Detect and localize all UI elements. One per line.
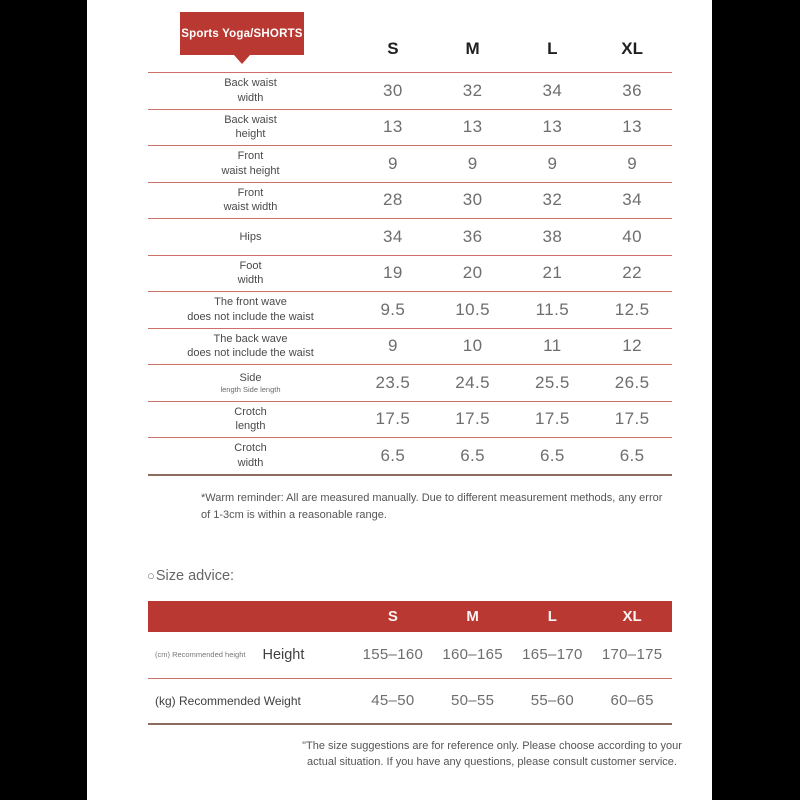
cell-value: 9 [387,153,398,173]
cell-value: 60–65 [610,692,654,710]
cell-value: 30 [462,190,483,210]
row-label: The front wave does not include the waist [187,296,314,323]
advice-column-l: L [547,607,557,625]
cell-value: 155–160 [362,646,424,664]
cell-value: 30 [383,80,403,100]
row-label: Front waist width [223,186,278,214]
cell-value: 34 [622,190,642,210]
cell-value: 6.5 [380,445,406,465]
cell-value: 17.5 [375,409,411,429]
table-row [148,364,672,401]
height-row-prefix: (cm) Recommended height [155,650,246,660]
size-chart-card [87,0,712,800]
table-row [148,145,672,182]
cell-value: 36 [622,80,642,100]
cell-value: 17.5 [535,409,570,429]
height-row-label [148,647,353,663]
circle-icon: ○ [147,568,155,584]
row-label: The back wave does not include the waist [187,332,314,360]
cell-value: 12.5 [614,299,650,319]
cell-value: 28 [383,190,403,210]
size-advice-header-row [148,601,672,632]
cell-value: 25.5 [535,372,570,392]
row-label: Side length Side length [220,371,281,395]
cell-value: 26.5 [614,372,650,392]
row-label: Foot width [237,259,264,287]
cell-value: 24.5 [455,372,490,392]
warm-reminder-note: *Warm reminder: All are measured manually. Due to different measurement methods, any error of 1-3cm is within a reasonable range. [201,491,663,521]
row-label: Front waist height [221,150,280,177]
cell-value: 10.5 [455,299,490,319]
cell-value: 45–50 [371,692,415,710]
size-advice-title [147,568,672,584]
cell-value: 34 [542,80,563,100]
cell-value: 9.5 [380,299,406,319]
cell-value: 9 [547,153,558,173]
weight-row-label: (kg) Recommended Weight [155,693,301,708]
cell-value: 32 [462,80,483,100]
cell-value: 11 [543,336,562,356]
cell-value: 12 [622,336,642,356]
cell-value: 10 [462,336,483,356]
height-row [148,632,672,679]
cell-value: 9 [467,153,478,173]
cell-value: 6.5 [539,445,565,465]
table-row [148,437,672,474]
cell-value: 38 [542,226,563,246]
cell-value: 170–175 [601,646,663,664]
table-row [148,401,672,438]
cell-value: 32 [542,190,563,210]
cell-value: 55–60 [530,692,574,710]
weight-row [148,679,672,723]
cell-value: 13 [622,117,642,137]
product-ribbon-label: Sports Yoga/SHORTS [181,27,303,40]
advice-column-s: S [387,607,398,625]
table-row [148,72,672,109]
cell-value: 13 [383,117,403,137]
column-header-l: L [547,39,558,58]
table-row [148,109,672,146]
row-label: Crotch width [234,442,267,469]
advice-column-xl: XL [622,607,642,625]
cell-value: 165–170 [522,646,583,664]
cell-value: 13 [542,117,563,137]
cell-value: 17.5 [614,409,650,429]
cell-value: 40 [622,226,642,246]
cell-value: 6.5 [460,445,486,465]
cell-value: 9 [387,336,398,356]
cell-value: 36 [462,226,483,246]
row-label: Crotch length [234,405,267,433]
table-row [148,328,672,365]
cell-value: 17.5 [455,409,490,429]
cell-value: 11.5 [535,299,570,319]
advice-column-m: M [466,607,479,625]
row-label: Back waist width [224,77,277,104]
cell-value: 9 [627,153,638,173]
cell-value: 23.5 [375,372,411,392]
size-advice-table [148,601,672,725]
cell-value: 34 [383,226,403,246]
size-advice-note: "The size suggestions are for reference only. Please choose according to your actual situation. If you have any questions, please consult customer service. [302,739,682,769]
column-header-m: M [465,39,480,58]
measurements-table [148,0,672,476]
cell-value: 50–55 [451,692,495,710]
product-ribbon-tab [180,12,304,55]
cell-value: 20 [462,263,483,283]
column-header-s: S [387,39,399,58]
size-advice-title-text: Size advice: [155,567,235,584]
row-label: Back waist height [224,113,277,141]
height-row-title: Height [262,646,305,663]
cell-value: 19 [383,263,403,283]
cell-value: 13 [462,117,483,137]
cell-value: 22 [622,263,642,283]
cell-value: 160–165 [442,646,503,664]
cell-value: 6.5 [619,445,645,465]
table-row [148,291,672,328]
table-row [148,255,672,292]
table-row [148,182,672,219]
column-header-xl: XL [621,39,643,58]
table-row [148,218,672,255]
row-label: Hips [239,230,262,243]
cell-value: 21 [542,263,563,283]
